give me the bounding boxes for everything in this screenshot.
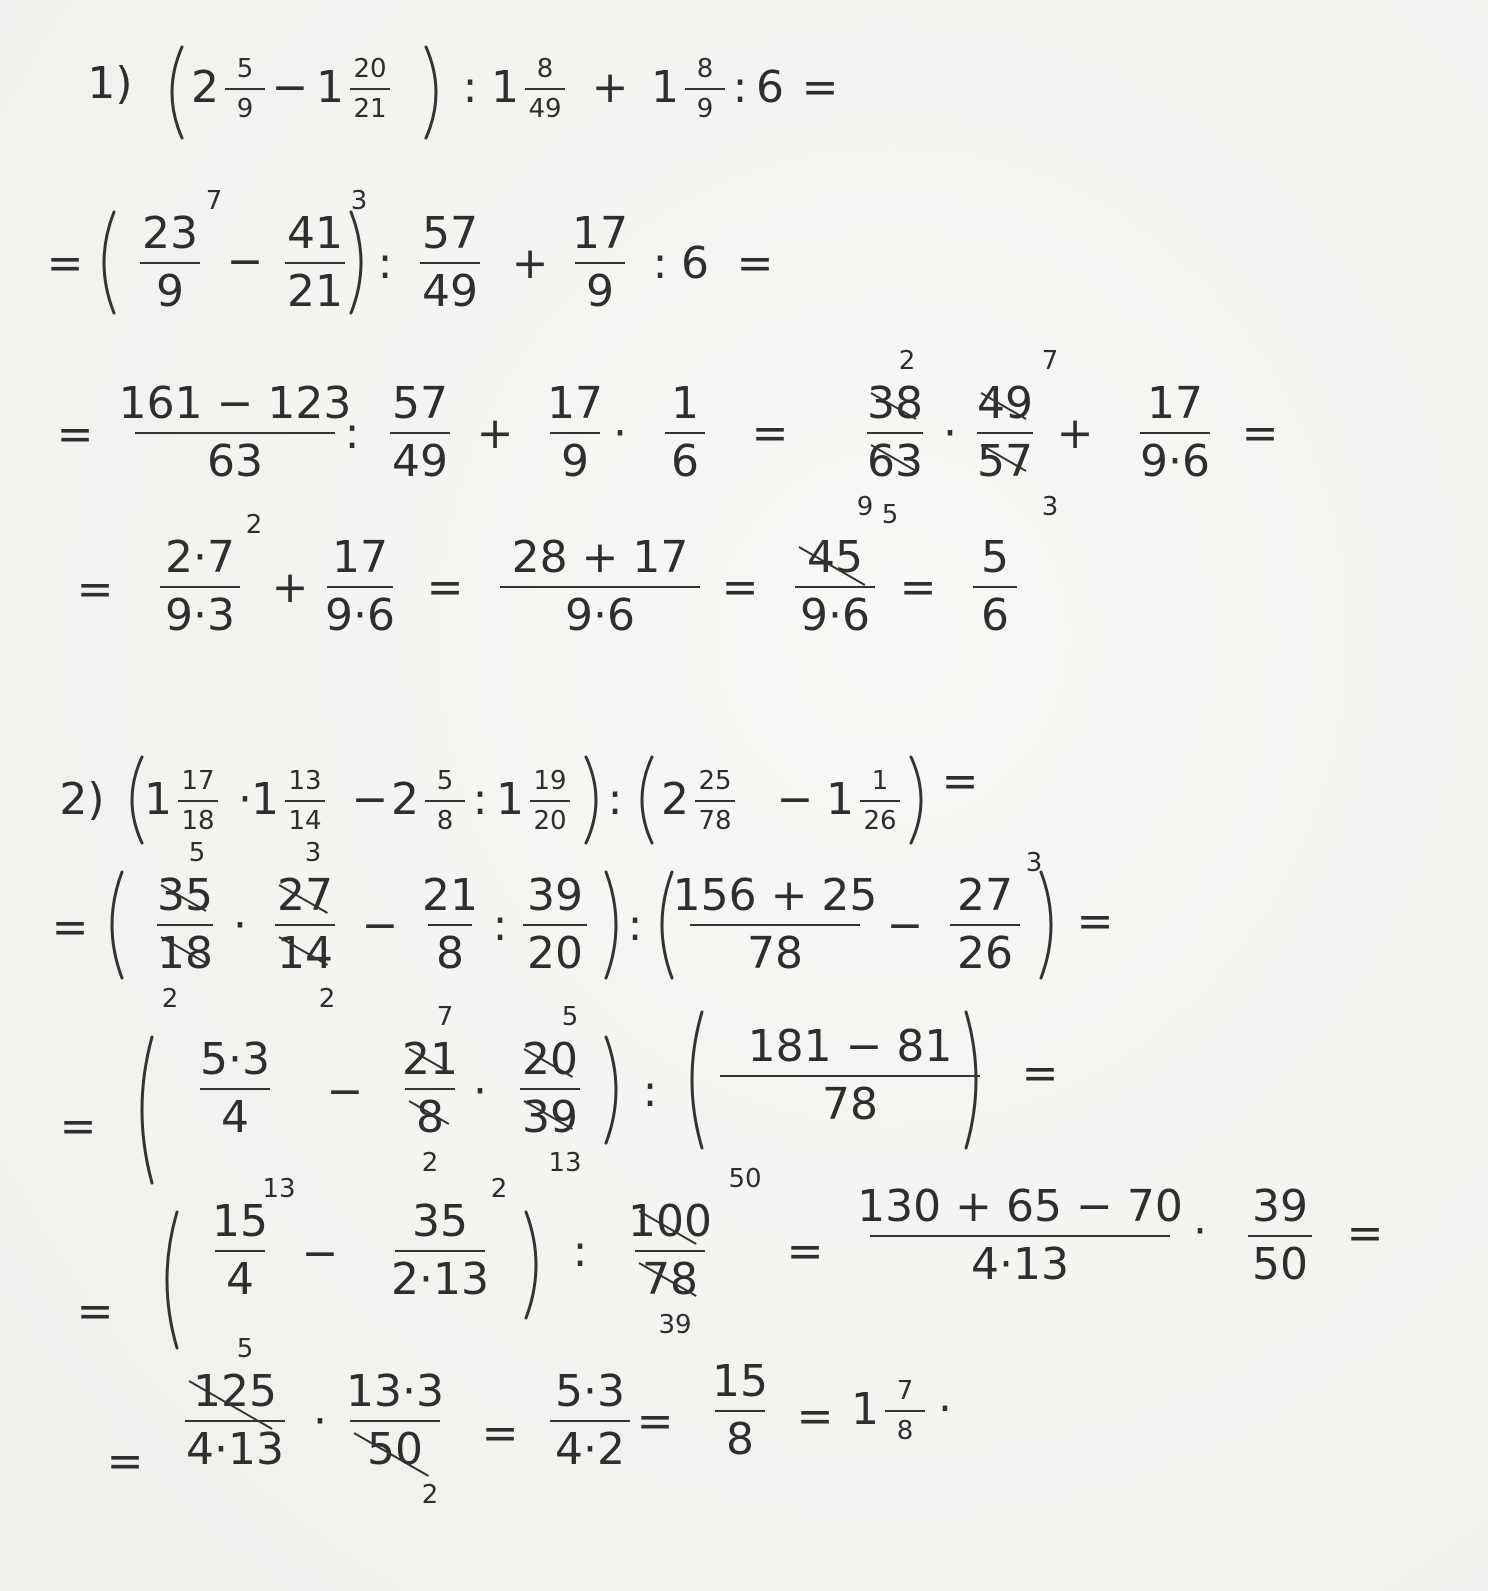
left-paren: [160, 45, 190, 140]
extra-factor: 13: [262, 1174, 296, 1204]
reduced-denominator: 2: [421, 1480, 439, 1510]
fraction-denominator: 8: [436, 928, 464, 979]
mixed-whole: 2: [661, 774, 689, 825]
operator: :: [377, 238, 393, 289]
operator: =: [106, 1436, 144, 1487]
fraction-numerator: 100: [628, 1196, 712, 1247]
fraction-denominator: 49: [528, 94, 562, 124]
fraction-numerator: 5: [236, 54, 254, 84]
fraction-bar: [200, 1088, 270, 1090]
fraction-numerator: 161 − 123: [118, 378, 352, 429]
operator: −: [886, 900, 924, 951]
fraction-denominator: 9: [236, 94, 254, 124]
extra-factor: 3: [1025, 848, 1043, 878]
right-paren: [600, 870, 630, 980]
operator: =: [1076, 896, 1114, 947]
fraction-denominator: 20: [533, 806, 567, 836]
fraction-bar: [350, 1420, 440, 1422]
fraction-numerator: 57: [392, 378, 448, 429]
operator: −: [301, 1228, 339, 1279]
fraction-numerator: 21: [402, 1034, 458, 1085]
fraction-denominator: 4: [226, 1254, 254, 1305]
operator: =: [426, 562, 464, 613]
fraction-denominator: 4·13: [186, 1424, 284, 1475]
fraction-denominator: 50: [367, 1424, 423, 1475]
fraction-bar: [715, 1410, 765, 1412]
fraction-denominator: 49: [422, 266, 478, 317]
fraction-numerator: 17: [332, 532, 388, 583]
fraction-denominator: 9·6: [325, 590, 395, 641]
fraction-numerator: 20: [522, 1034, 578, 1085]
fraction-bar: [225, 88, 265, 90]
fraction-denominator: 2·13: [391, 1254, 489, 1305]
operator: :: [627, 900, 643, 951]
fraction-bar: [420, 262, 480, 264]
fraction-numerator: 15: [712, 1356, 768, 1407]
operator: :: [462, 62, 478, 113]
fraction-bar: [720, 1075, 980, 1077]
operator: :: [344, 408, 360, 459]
fraction-denominator: 78: [747, 928, 803, 979]
mixed-whole: 1: [491, 62, 519, 113]
fraction-bar: [327, 586, 393, 588]
fraction-denominator: 8: [436, 806, 454, 836]
fraction-numerator: 39: [527, 870, 583, 921]
fraction-denominator: 6: [671, 436, 699, 487]
extra-factor: 3: [350, 186, 368, 216]
fraction-bar: [285, 262, 345, 264]
operator: =: [636, 1396, 674, 1447]
fraction-denominator: 9·6: [565, 590, 635, 641]
fraction-bar: [285, 800, 325, 802]
operator: =: [751, 408, 789, 459]
operator: =: [76, 1286, 114, 1337]
fraction-numerator: 5·3: [200, 1034, 270, 1085]
fraction-denominator: 9·6: [800, 590, 870, 641]
fraction-numerator: 130 + 65 − 70: [857, 1181, 1183, 1232]
operator: =: [46, 238, 84, 289]
fraction-bar: [160, 586, 240, 588]
fraction-bar: [525, 88, 565, 90]
fraction-bar: [550, 432, 600, 434]
operator: +: [591, 62, 629, 113]
fraction-bar: [795, 586, 875, 588]
fraction-denominator: 18: [181, 806, 215, 836]
fraction-numerator: 13·3: [346, 1366, 444, 1417]
fraction-numerator: 23: [142, 208, 198, 259]
fraction-numerator: 38: [867, 378, 923, 429]
left-paren: [680, 1010, 710, 1150]
fraction-bar: [665, 432, 705, 434]
fraction-bar: [695, 800, 735, 802]
operator: :: [472, 774, 488, 825]
fraction-numerator: 25: [698, 766, 732, 796]
right-paren: [580, 755, 610, 845]
fraction-numerator: 8: [696, 54, 714, 84]
reduced-denominator: 2: [421, 1148, 439, 1178]
operator: .: [938, 1371, 952, 1422]
operator: −: [351, 774, 389, 825]
operator: =: [941, 756, 979, 807]
fraction-bar: [977, 432, 1033, 434]
operator: =: [1021, 1048, 1059, 1099]
operator: =: [481, 1408, 519, 1459]
operator: :: [492, 900, 508, 951]
reduced-denominator: 13: [548, 1148, 582, 1178]
fraction-numerator: 5·3: [555, 1366, 625, 1417]
fraction-bar: [685, 88, 725, 90]
fraction-denominator: 18: [157, 928, 213, 979]
fraction-bar: [1248, 1235, 1312, 1237]
reduced-numerator: 5: [881, 500, 899, 530]
operator: =: [76, 564, 114, 615]
reduced-numerator: 2: [898, 346, 916, 376]
right-paren: [345, 210, 375, 315]
fraction-denominator: 78: [822, 1079, 878, 1130]
operator: =: [1346, 1208, 1384, 1259]
problem-number: 1): [87, 58, 133, 109]
fraction-bar: [690, 924, 860, 926]
reduced-numerator: 5: [236, 1334, 254, 1364]
mixed-whole: 1: [851, 1384, 879, 1435]
fraction-bar: [350, 88, 390, 90]
right-paren: [420, 45, 450, 140]
extra-factor: 2: [245, 510, 263, 540]
operator: =: [786, 1226, 824, 1277]
fraction-bar: [575, 262, 625, 264]
operator: :: [652, 238, 668, 289]
operator: ·: [238, 774, 252, 825]
left-paren: [100, 870, 130, 980]
fraction-denominator: 4: [221, 1092, 249, 1143]
operator: :: [642, 1066, 658, 1117]
operator: :: [607, 774, 623, 825]
fraction-numerator: 45: [807, 532, 863, 583]
fraction-bar: [530, 800, 570, 802]
fraction-denominator: 9: [586, 266, 614, 317]
fraction-bar: [520, 1088, 580, 1090]
fraction-bar: [140, 262, 200, 264]
operator: ·: [473, 1066, 487, 1117]
fraction-numerator: 57: [422, 208, 478, 259]
fraction-denominator: 4·2: [555, 1424, 625, 1475]
operator: =: [59, 1101, 97, 1152]
fraction-numerator: 39: [1252, 1181, 1308, 1232]
mixed-whole: 2: [391, 774, 419, 825]
fraction-numerator: 17: [181, 766, 215, 796]
fraction-denominator: 21: [287, 266, 343, 317]
operator: −: [226, 236, 264, 287]
left-paren: [155, 1210, 185, 1350]
fraction-denominator: 9·3: [165, 590, 235, 641]
fraction-numerator: 13: [288, 766, 322, 796]
operator: 6: [756, 62, 784, 113]
right-paren: [600, 1035, 630, 1145]
reduced-numerator: 5: [188, 838, 206, 868]
operator: +: [511, 238, 549, 289]
reduced-numerator: 7: [436, 1002, 454, 1032]
reduced-denominator: 2: [161, 984, 179, 1014]
fraction-denominator: 63: [867, 436, 923, 487]
fraction-numerator: 19: [533, 766, 567, 796]
reduced-denominator: 39: [658, 1310, 692, 1340]
fraction-numerator: 1: [871, 766, 889, 796]
fraction-numerator: 20: [353, 54, 387, 84]
operator: +: [476, 408, 514, 459]
fraction-numerator: 21: [422, 870, 478, 921]
operator: =: [899, 562, 937, 613]
operator: ·: [313, 1396, 327, 1447]
fraction-denominator: 78: [698, 806, 732, 836]
operator: −: [776, 774, 814, 825]
operator: =: [1241, 408, 1279, 459]
fraction-bar: [523, 924, 587, 926]
mixed-whole: 1: [651, 62, 679, 113]
extra-factor: 7: [205, 186, 223, 216]
fraction-bar: [395, 1250, 485, 1252]
operator: −: [361, 900, 399, 951]
operator: ·: [613, 408, 627, 459]
fraction-numerator: 1: [671, 378, 699, 429]
fraction-denominator: 26: [863, 806, 897, 836]
fraction-denominator: 50: [1252, 1239, 1308, 1290]
fraction-bar: [425, 800, 465, 802]
operator: −: [326, 1066, 364, 1117]
operator: =: [801, 62, 839, 113]
fraction-denominator: 9: [561, 436, 589, 487]
right-paren: [960, 1010, 990, 1150]
fraction-numerator: 17: [547, 378, 603, 429]
fraction-denominator: 9: [696, 94, 714, 124]
operator: −: [271, 62, 309, 113]
fraction-denominator: 14: [288, 806, 322, 836]
fraction-denominator: 49: [392, 436, 448, 487]
fraction-numerator: 27: [277, 870, 333, 921]
left-paren: [130, 1035, 160, 1185]
fraction-bar: [135, 432, 335, 434]
mixed-whole: 1: [144, 774, 172, 825]
fraction-numerator: 41: [287, 208, 343, 259]
fraction-numerator: 15: [212, 1196, 268, 1247]
fraction-denominator: 9·6: [1140, 436, 1210, 487]
fraction-numerator: 17: [1147, 378, 1203, 429]
fraction-denominator: 21: [353, 94, 387, 124]
mixed-whole: 1: [826, 774, 854, 825]
fraction-bar: [185, 1420, 285, 1422]
fraction-denominator: 26: [957, 928, 1013, 979]
left-paren: [630, 755, 660, 845]
fraction-bar: [550, 1420, 630, 1422]
problem-number: 2): [59, 774, 105, 825]
fraction-denominator: 78: [642, 1254, 698, 1305]
fraction-bar: [870, 1235, 1170, 1237]
left-paren: [92, 210, 122, 315]
reduced-denominator: 2: [318, 984, 336, 1014]
operator: :: [732, 62, 748, 113]
mixed-whole: 1: [496, 774, 524, 825]
extra-factor: 2: [490, 1174, 508, 1204]
fraction-bar: [1140, 432, 1210, 434]
fraction-bar: [860, 800, 900, 802]
fraction-denominator: 4·13: [971, 1239, 1069, 1290]
right-paren: [520, 1210, 550, 1320]
fraction-bar: [500, 586, 700, 588]
fraction-denominator: 9: [156, 266, 184, 317]
operator: 6: [681, 238, 709, 289]
operator: +: [1056, 408, 1094, 459]
operator: =: [721, 562, 759, 613]
reduced-numerator: 50: [728, 1164, 762, 1194]
mixed-whole: 1: [316, 62, 344, 113]
fraction-bar: [635, 1250, 705, 1252]
operator: =: [56, 409, 94, 460]
fraction-numerator: 27: [957, 870, 1013, 921]
fraction-numerator: 28 + 17: [511, 532, 689, 583]
fraction-bar: [178, 800, 218, 802]
operator: =: [51, 902, 89, 953]
operator: +: [271, 562, 309, 613]
fraction-denominator: 63: [207, 436, 263, 487]
fraction-denominator: 8: [726, 1414, 754, 1465]
fraction-numerator: 125: [193, 1366, 277, 1417]
operator: ·: [233, 900, 247, 951]
right-paren: [905, 755, 935, 845]
fraction-bar: [867, 432, 923, 434]
fraction-numerator: 49: [977, 378, 1033, 429]
mixed-whole: 1: [251, 774, 279, 825]
fraction-numerator: 2·7: [165, 532, 235, 583]
operator: ·: [943, 408, 957, 459]
fraction-bar: [390, 432, 450, 434]
fraction-bar: [157, 924, 213, 926]
fraction-denominator: 20: [527, 928, 583, 979]
fraction-numerator: 5: [436, 766, 454, 796]
fraction-denominator: 8: [896, 1416, 914, 1446]
mixed-whole: 2: [191, 62, 219, 113]
fraction-numerator: 181 − 81: [747, 1021, 953, 1072]
right-paren: [1035, 870, 1065, 980]
fraction-numerator: 156 + 25: [672, 870, 878, 921]
operator: ·: [1193, 1206, 1207, 1257]
fraction-numerator: 35: [412, 1196, 468, 1247]
operator: :: [572, 1226, 588, 1277]
fraction-bar: [275, 924, 335, 926]
fraction-denominator: 8: [416, 1092, 444, 1143]
fraction-bar: [885, 1410, 925, 1412]
reduced-numerator: 7: [1041, 346, 1059, 376]
fraction-bar: [950, 924, 1020, 926]
reduced-numerator: 3: [304, 838, 322, 868]
fraction-bar: [405, 1088, 455, 1090]
reduced-denominator: 3: [1041, 492, 1059, 522]
fraction-denominator: 14: [277, 928, 333, 979]
operator: =: [736, 238, 774, 289]
reduced-numerator: 5: [561, 1002, 579, 1032]
fraction-bar: [428, 924, 472, 926]
fraction-denominator: 57: [977, 436, 1033, 487]
operator: =: [796, 1391, 834, 1442]
fraction-numerator: 35: [157, 870, 213, 921]
fraction-numerator: 5: [981, 532, 1009, 583]
fraction-numerator: 8: [536, 54, 554, 84]
fraction-numerator: 17: [572, 208, 628, 259]
fraction-denominator: 39: [522, 1092, 578, 1143]
fraction-numerator: 7: [896, 1376, 914, 1406]
fraction-denominator: 6: [981, 590, 1009, 641]
reduced-denominator: 9: [856, 492, 874, 522]
fraction-bar: [215, 1250, 265, 1252]
fraction-bar: [973, 586, 1017, 588]
